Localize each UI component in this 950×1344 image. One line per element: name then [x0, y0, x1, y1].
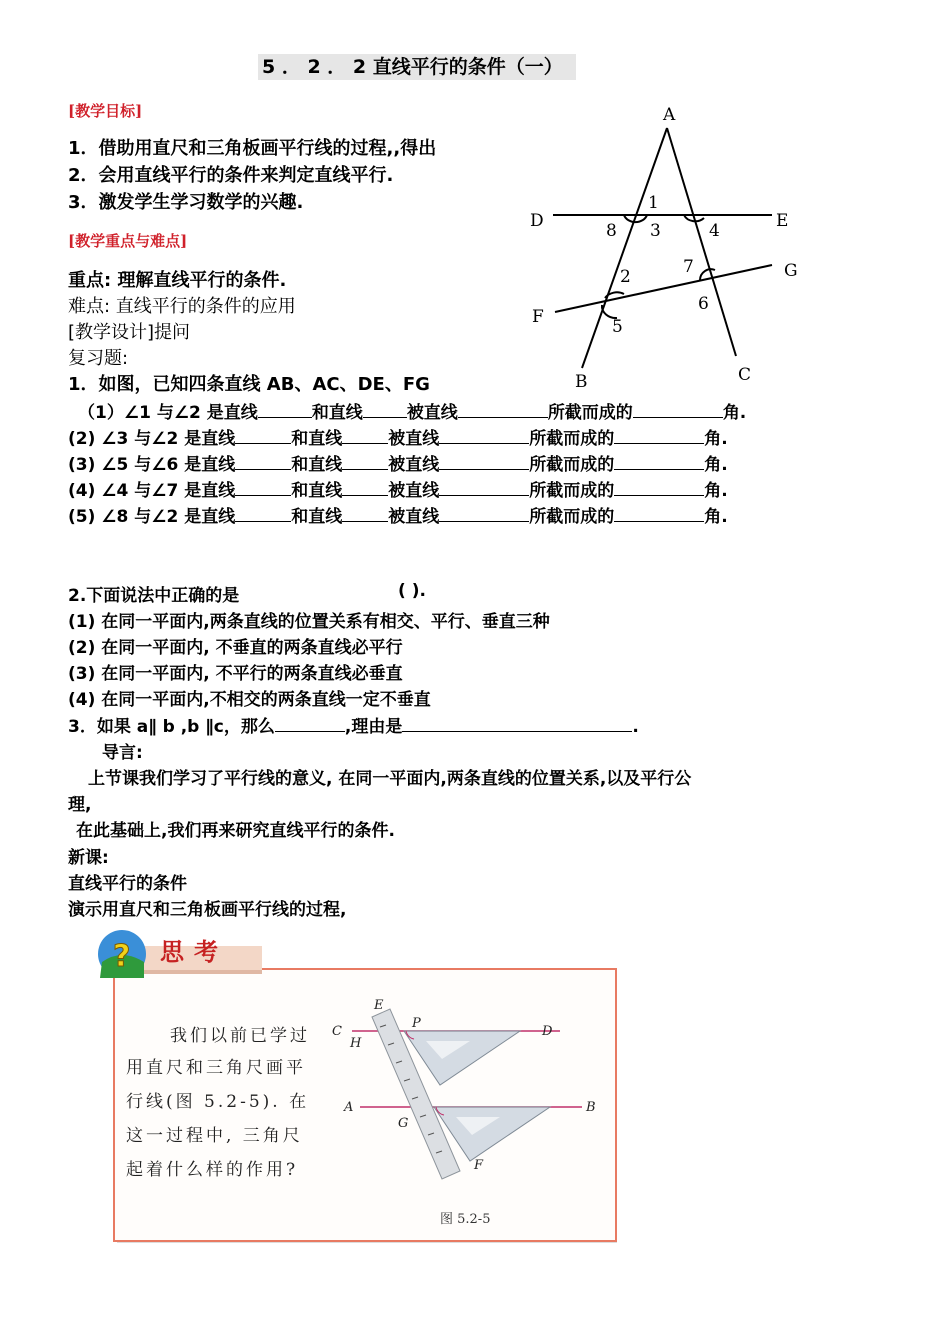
ruler-triangle-figure [330, 995, 600, 1185]
point-a: A [344, 1100, 354, 1115]
label-d: D [530, 211, 544, 231]
q1-row-text: 所截而成的 [529, 455, 615, 475]
think-text-line: 这一过程中, 三角尺 [126, 1126, 303, 1146]
answer-blank[interactable] [363, 400, 407, 418]
q1-row-text: 和直线 [291, 507, 343, 527]
q1-stem: 1．如图，已知四条直线 AB、AC、DE、FG [68, 374, 430, 395]
geometry-figure [520, 100, 820, 400]
q1-row [78, 398, 746, 423]
angle-5: 5 [612, 317, 623, 337]
point-p: P [412, 1016, 421, 1031]
think-text-line: 用直尺和三角尺画平 [126, 1058, 306, 1078]
answer-blank[interactable] [439, 504, 529, 522]
q1-row-text: 被直线 [406, 403, 458, 423]
q3-stem: 3．如果 a∥ b ,b ∥c，那么 [68, 717, 275, 737]
q1-row-prefix: (2) ∠3 与∠2 是直线 [68, 429, 236, 449]
angle-4: 4 [709, 221, 720, 241]
set-square-top [404, 1031, 520, 1085]
angle-2: 2 [620, 267, 631, 287]
intro-text: 理, [68, 795, 92, 815]
answer-blank[interactable] [235, 426, 291, 444]
objective-item: 1．借助用直尺和三角板画平行线的过程,,得出 [68, 138, 437, 159]
q2-option: (1) 在同一平面内,两条直线的位置关系有相交、平行、垂直三种 [68, 612, 550, 632]
angle-8: 8 [606, 221, 617, 241]
figure-caption: 图 5.2-5 [440, 1212, 491, 1227]
point-e: E [374, 998, 384, 1013]
angle-6: 6 [698, 294, 709, 314]
think-text-line: 起着什么样的作用? [126, 1160, 299, 1180]
q1-row-text: 所截而成的 [529, 481, 615, 501]
label-c: C [738, 365, 752, 385]
objective-item: 2．会用直线平行的条件来判定直线平行. [68, 165, 394, 186]
label-a: A [663, 105, 676, 125]
answer-blank[interactable] [342, 452, 388, 470]
angle-1: 1 [648, 193, 659, 213]
line-ac [667, 128, 736, 356]
answer-blank[interactable] [258, 400, 312, 418]
answer-blank[interactable] [235, 452, 291, 470]
objectives-heading: [教学目标] [68, 102, 143, 120]
answer-blank[interactable] [633, 400, 723, 418]
line-fg [555, 265, 772, 312]
q1-row-text: 和直线 [291, 455, 343, 475]
answer-blank[interactable] [275, 714, 345, 732]
answer-blank[interactable] [614, 426, 704, 444]
q1-row [68, 502, 728, 527]
q3-end: . [632, 717, 639, 737]
q1-row-text: 所截而成的 [529, 429, 615, 449]
answer-blank[interactable] [235, 504, 291, 522]
key-points-heading: [教学重点与难点] [68, 232, 188, 250]
think-text-line: 行线(图 5.2-5). 在 [126, 1092, 310, 1112]
q1-row-text: 角. [704, 507, 728, 527]
intro-heading: 导言: [102, 743, 143, 763]
answer-blank[interactable] [614, 504, 704, 522]
q3-reason: ,理由是 [344, 717, 403, 737]
q1-row-text: 和直线 [311, 403, 363, 423]
q1-row-text: 角. [704, 429, 728, 449]
answer-blank[interactable] [614, 452, 704, 470]
q1-row-text: 角. [704, 481, 728, 501]
q1-row-text: 和直线 [291, 429, 343, 449]
key-point: 重点: 理解直线平行的条件. [68, 270, 287, 291]
q1-row [68, 476, 728, 501]
q1-row [68, 424, 728, 449]
new-lesson-heading: 新课: [68, 848, 109, 868]
label-f: F [532, 307, 544, 327]
new-lesson-demo: 演示用直尺和三角板画平行线的过程, [68, 900, 347, 920]
page-title: 5 ． 2 ． 2 直线平行的条件（一） [258, 54, 576, 80]
svg-text:?: ? [113, 939, 131, 974]
answer-blank[interactable] [235, 478, 291, 496]
review-heading: 复习题: [68, 348, 129, 369]
q1-row-text: 被直线 [388, 507, 440, 527]
q2-answer-paren[interactable]: ( ). [398, 581, 426, 601]
q2-option: (4) 在同一平面内,不相交的两条直线一定不垂直 [68, 690, 431, 710]
q1-row-text: 所截而成的 [547, 403, 633, 423]
q2-stem: 2.下面说法中正确的是 [68, 586, 240, 606]
answer-blank[interactable] [458, 400, 548, 418]
answer-blank[interactable] [342, 426, 388, 444]
q3-row [68, 712, 639, 737]
q1-row-prefix: (5) ∠8 与∠2 是直线 [68, 507, 236, 527]
label-g: G [784, 261, 798, 281]
q1-row-prefix: (4) ∠4 与∠7 是直线 [68, 481, 236, 501]
think-label: 思考 [160, 937, 228, 966]
answer-blank[interactable] [402, 714, 632, 732]
answer-blank[interactable] [439, 478, 529, 496]
objective-item: 3．激发学生学习数学的兴趣. [68, 192, 304, 213]
q2-option: (2) 在同一平面内, 不垂直的两条直线必平行 [68, 638, 403, 658]
angle-7: 7 [683, 257, 694, 277]
label-e: E [776, 211, 789, 231]
new-lesson-topic: 直线平行的条件 [68, 874, 187, 894]
intro-text: 在此基础上,我们再来研究直线平行的条件. [76, 821, 395, 841]
q1-row-prefix: (3) ∠5 与∠6 是直线 [68, 455, 236, 475]
q1-row-text: 和直线 [291, 481, 343, 501]
point-g: G [398, 1116, 409, 1131]
answer-blank[interactable] [439, 426, 529, 444]
angle-3: 3 [650, 221, 661, 241]
question-mark-icon [98, 930, 146, 978]
q1-row-text: 被直线 [388, 455, 440, 475]
point-d: D [542, 1024, 553, 1039]
teaching-design: [教学设计]提问 [68, 322, 191, 343]
think-text-line: 我们以前已学过 [170, 1026, 310, 1046]
q1-row [68, 450, 728, 475]
point-f: F [474, 1158, 484, 1173]
intro-text: 上节课我们学习了平行线的意义, 在同一平面内,两条直线的位置关系,以及平行公 [88, 769, 692, 789]
answer-blank[interactable] [439, 452, 529, 470]
q1-row-prefix: （1）∠1 与∠2 是直线 [78, 403, 258, 423]
line-ab [582, 128, 667, 368]
q1-row-text: 角. [704, 455, 728, 475]
q1-row-text: 所截而成的 [529, 507, 615, 527]
difficulty: 难点: 直线平行的条件的应用 [68, 296, 296, 317]
q2-option: (3) 在同一平面内, 不平行的两条直线必垂直 [68, 664, 403, 684]
point-h: H [350, 1036, 362, 1051]
answer-blank[interactable] [342, 504, 388, 522]
q1-row-text: 角. [722, 403, 747, 423]
answer-blank[interactable] [342, 478, 388, 496]
q1-row-text: 被直线 [388, 481, 440, 501]
point-c: C [332, 1024, 342, 1039]
answer-blank[interactable] [614, 478, 704, 496]
q1-row-text: 被直线 [388, 429, 440, 449]
label-b: B [575, 372, 588, 392]
point-b: B [586, 1100, 596, 1115]
